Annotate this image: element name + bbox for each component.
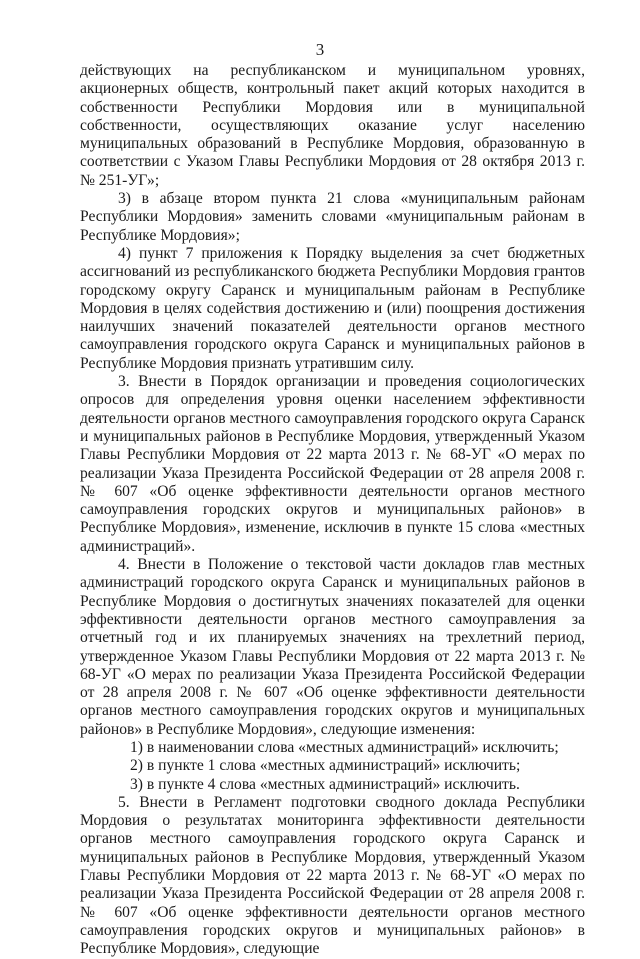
paragraph-continuation: действующих на республиканском и муниципальном уровнях, акционерных обществ, контрольный пакет акций которых находится в собственности Республики Мордовия или в муниципальной собственности, осуществляющих оказание услуг населению муниципальных образований в Республике Мордовия, образованную в соответствии с Указом Главы Республики Мордовия от 28 октября 2013 г. № 251-УГ»; (80, 62, 585, 189)
paragraph-item-4: 4) пункт 7 приложения к Порядку выделения за счет бюджетных ассигнований из республиканского бюджета Республики Мордовия грантов городскому округу Саранск и муниципальным районам в Республике Мордовия в целях содействия достижению и (или) поощрения достижения наилучших значений показателей деятельности органов местного самоуправления городского округа Саранск и муниципальных районов в Республике Мордовия признать утратившим силу. (80, 244, 585, 372)
paragraph-section-3: 3. Внести в Порядок организации и проведения социологических опросов для определения уровня оценки населением эффективности деятельности органов местного самоуправления городского округа Саранск и муниципальных районов в Республике Мордовия, утвержденный Указом Главы Республики Мордовия от 22 марта 2013 г. № 68-УГ «О мерах по реализации Указа Президента Российской Федерации от 28 апреля 2008 г. № 607 «Об оценке эффективности деятельности органов местного самоуправления городских округов и муниципальных районов» в Республике Мордовия», изменение, исключив в пункте 15 слова «местных администраций». (80, 373, 585, 555)
page-number: 3 (315, 40, 325, 59)
paragraph-section-5: 5. Внести в Регламент подготовки сводного доклада Республики Мордовия о результатах мониторинга эффективности деятельности органов местного самоуправления городского округа Саранск и муниципальных районов в Республике Мордовия, утвержденный Указом Главы Республики Мордовия от 22 марта 2013 г. № 68-УГ «О мерах по реализации Указа Президента Российской Федерации от 28 апреля 2008 г. № 607 «Об оценке эффективности деятельности органов местного самоуправления городских округов и муниципальных районов» в Республике Мордовия», следующие (80, 793, 585, 958)
list-item-2: 2) в пункте 1 слова «местных администраций» исключить; (130, 757, 521, 775)
paragraph-section-4: 4. Внести в Положение о текстовой части докладов глав местных администраций городского округа Саранск и муниципальных районов в Республике Мордовия о достигнутых значениях показателей для оценки эффективности деятельности органов местного самоуправления за отчетный год и их планируемых значениях на трехлетний период, утвержденное Указом Главы Республики Мордовия от 22 марта 2013 г. № 68-УГ «О мерах по реализации Указа Президента Российской Федерации от 28 апреля 2008 г. № 607 «Об оценке эффективности деятельности органов местного самоуправления городских округов и муниципальных районов» в Республике Мордовия», следующие изменения: (80, 556, 585, 738)
paragraph-item-3: 3) в абзаце втором пункта 21 слова «муниципальным районам Республики Мордовия» заменить словами «муниципальным районам в Республике Мордовия»; (80, 190, 585, 244)
document-body (80, 62, 585, 959)
list-item-3: 3) в пункте 4 слова «местных администраций» исключить. (130, 775, 520, 793)
list-item-1: 1) в наименовании слова «местных администраций» исключить; (130, 738, 559, 756)
